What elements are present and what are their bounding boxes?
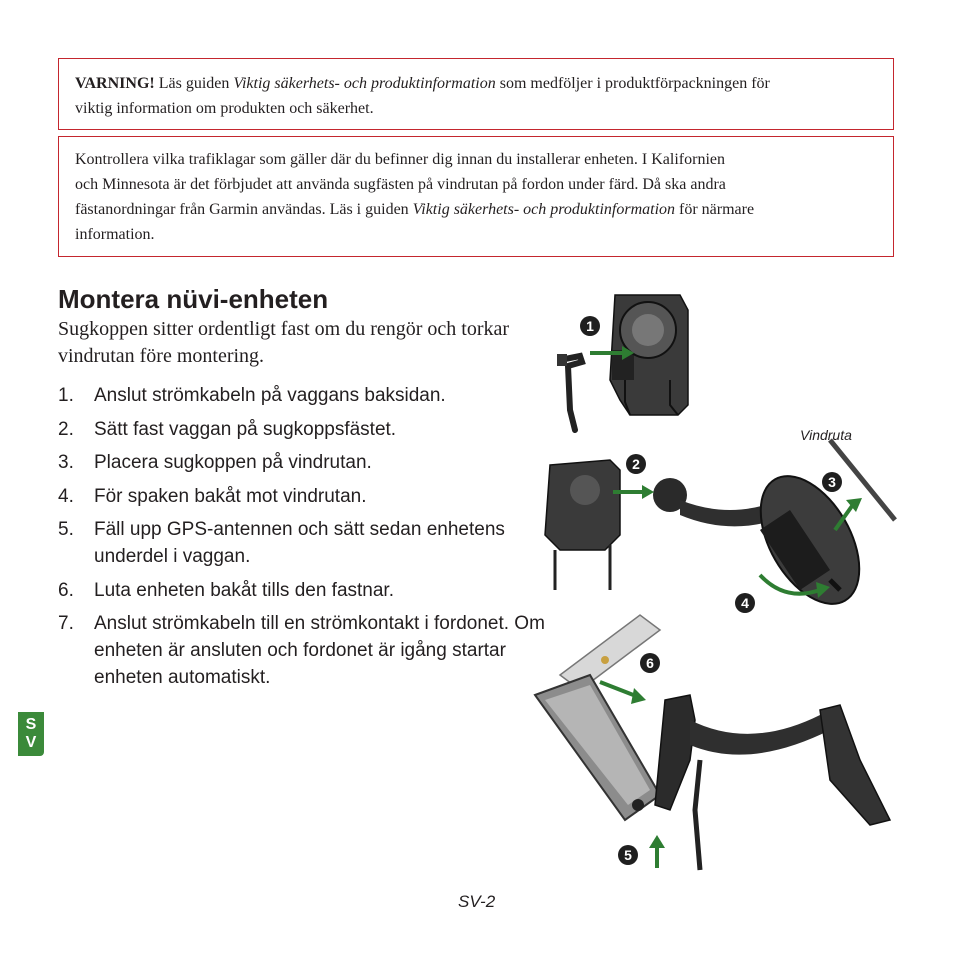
section-intro: Sugkoppen sitter ordentligt fast om du rengör och torkar vindrutan före montering. <box>58 318 510 367</box>
arrow-head-6 <box>631 688 646 704</box>
step-number: 6. <box>58 579 74 601</box>
step-text: Luta enheten bakåt tills den fastnar. <box>94 579 394 601</box>
step-number: 2. <box>58 418 74 440</box>
language-tab <box>18 712 44 756</box>
warning-text-after: som medföljer i produktförpackningen för <box>495 75 770 92</box>
notice-guide-title: Viktig säkerhets- och produktinformation <box>412 201 676 218</box>
warning-label: VARNING! <box>75 75 155 92</box>
step-item <box>58 416 548 443</box>
section-heading: Montera nüvi-enheten <box>58 284 329 314</box>
step-item <box>58 483 548 510</box>
arrow-head-5 <box>649 835 665 848</box>
callout-5 <box>618 845 638 865</box>
notice-text: fästanordningar från Garmin användas. Läs i guiden <box>75 201 413 218</box>
callout-number: 1 <box>586 318 594 334</box>
step-text: Placera sugkoppen på vindrutan. <box>94 452 372 473</box>
notice-line-2: och Minnesota är det förbjudet att använda sugfästen på vindrutan på fordon under färd. Då ska andra <box>75 176 726 193</box>
callout-number: 4 <box>741 595 749 611</box>
warning-box <box>58 58 894 130</box>
callout-number: 3 <box>828 474 836 490</box>
notice-line-3 <box>75 197 877 222</box>
step-item <box>58 382 548 409</box>
step-text: För spaken bakåt mot vindrutan. <box>94 485 367 507</box>
step-text: Anslut strömkabeln till en strömkontakt i fordonet. Om enheten är ansluten och fordonet är igång startar enheten automatiskt. <box>94 613 545 688</box>
callout-number: 5 <box>624 847 632 863</box>
cradle-with-cable-drawing <box>557 295 688 430</box>
step-number: 5. <box>58 519 74 540</box>
callout-number: 2 <box>632 456 640 472</box>
notice-line-1: Kontrollera vilka trafiklagar som gäller där du befinner dig innan du installerar enheten. I Kalifornien <box>75 151 725 168</box>
notice-line-4: information. <box>75 226 155 243</box>
step-number: 7. <box>58 613 74 634</box>
page-number: SV-2 <box>458 892 496 911</box>
warning-line-1 <box>75 71 877 96</box>
callout-4 <box>735 593 755 613</box>
callout-1 <box>580 316 600 336</box>
step-text: Fäll upp GPS-antennen och sätt sedan enhetens underdel i vaggan. <box>94 519 505 567</box>
arrow-step-6 <box>600 682 636 696</box>
device-in-cradle-drawing <box>535 615 890 870</box>
step-text: Anslut strömkabeln på vaggans baksidan. <box>94 385 446 406</box>
callout-2 <box>626 454 646 474</box>
language-tab-line-2: V <box>25 734 37 751</box>
step-item <box>58 516 548 570</box>
step-number: 3. <box>58 452 74 473</box>
step-text: Sätt fast vaggan på sugkoppsfästet. <box>94 418 397 440</box>
callout-3 <box>822 472 842 492</box>
warning-text: Läs guiden <box>154 75 234 92</box>
notice-text-after: för närmare <box>675 201 755 218</box>
warning-line-2: viktig information om produkten och säkerhet. <box>75 100 374 117</box>
mounting-illustration <box>530 290 900 875</box>
arrow-head-2 <box>642 485 654 499</box>
step-number: 4. <box>58 485 74 507</box>
step-item <box>58 449 548 476</box>
callout-6 <box>640 653 660 673</box>
warning-guide-title: Viktig säkerhets- och produktinformation <box>233 75 496 92</box>
windshield-label: Vindruta <box>800 427 852 443</box>
step-number: 1. <box>58 385 74 406</box>
callout-number: 6 <box>646 655 654 671</box>
language-tab-line-1: S <box>25 716 37 733</box>
step-item <box>58 577 548 604</box>
steps-list <box>58 382 548 698</box>
step-item <box>58 610 548 691</box>
notice-box <box>58 136 894 257</box>
